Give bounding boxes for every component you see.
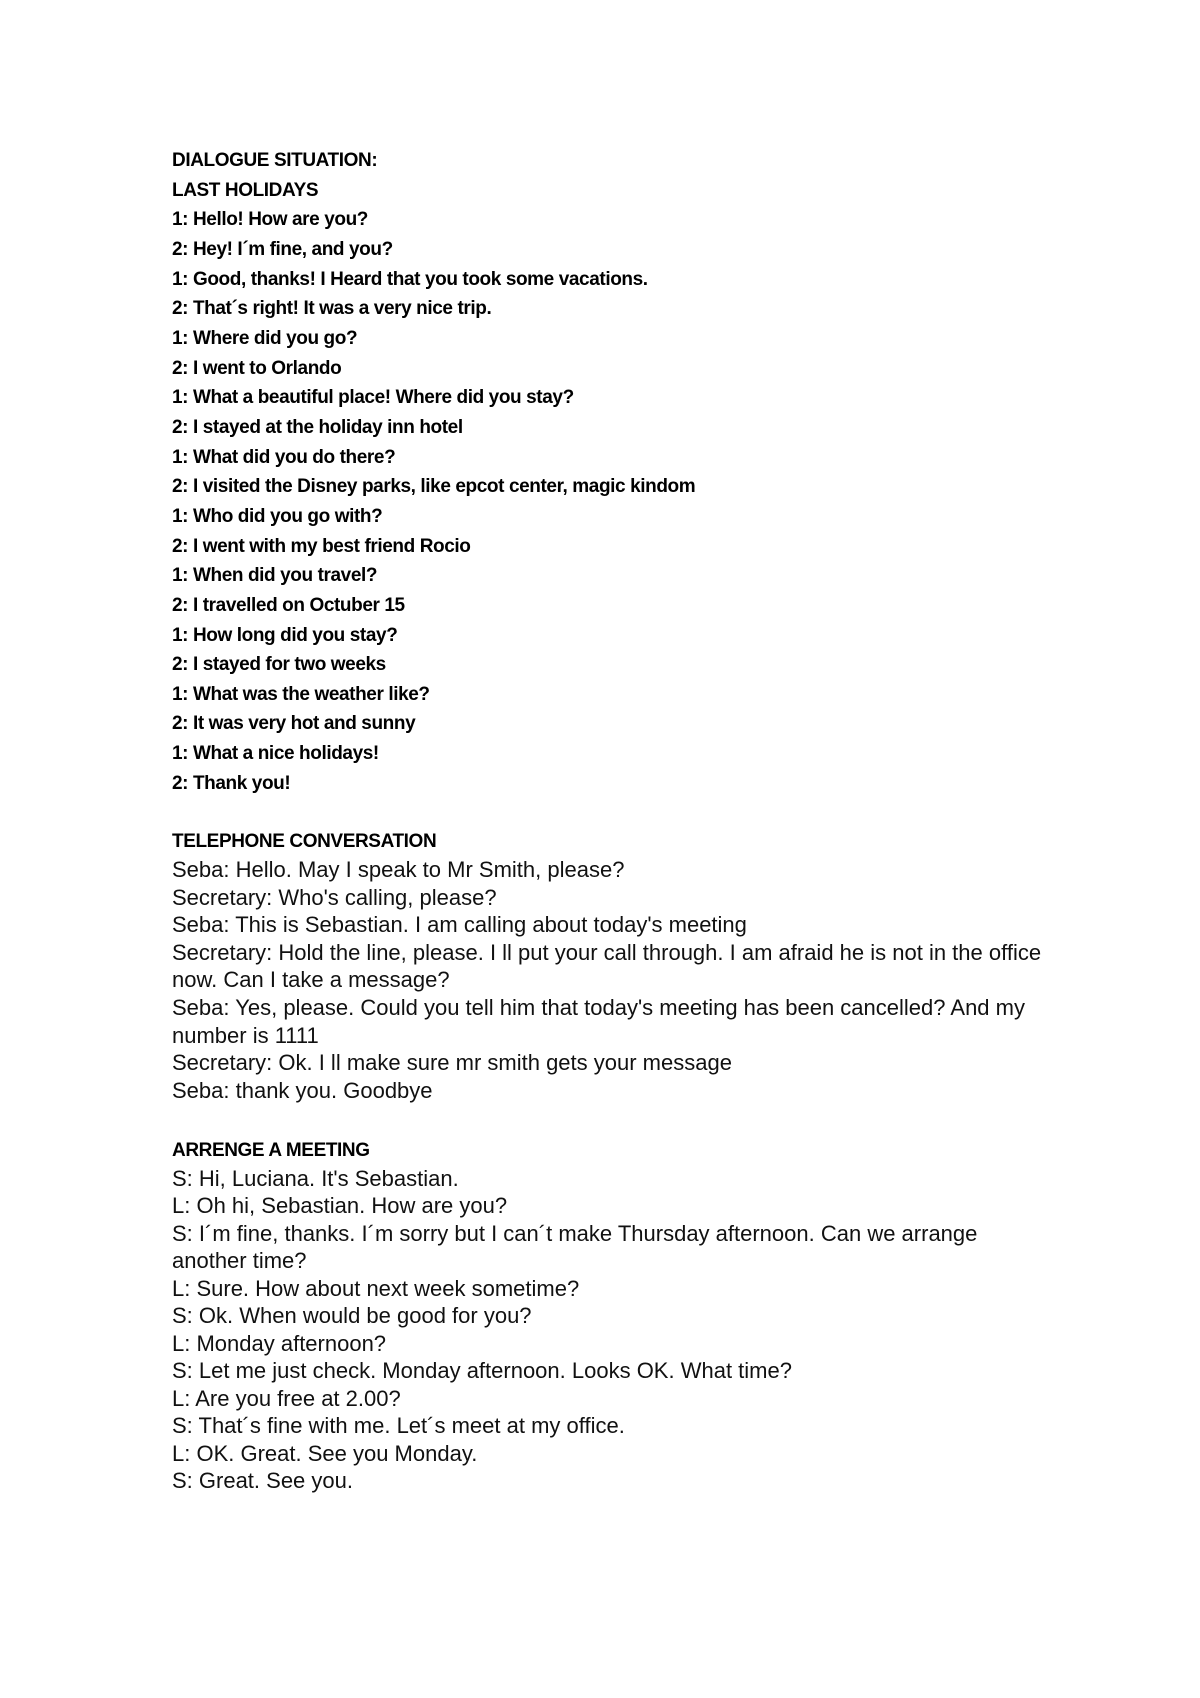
dialogue-line: 2: I went with my best friend Rocio	[172, 535, 471, 557]
dialogue-line: 2: Thank you!	[172, 772, 291, 794]
meeting-line: S: Let me just check. Monday afternoon. Looks OK. What time?	[172, 1358, 792, 1384]
meeting-line: S: Ok. When would be good for you?	[172, 1303, 532, 1329]
telephone-heading: TELEPHONE CONVERSATION	[172, 831, 437, 852]
telephone-line: Secretary: Who's calling, please?	[172, 884, 497, 910]
dialogue-line: 2: That´s right! It was a very nice trip.	[172, 298, 492, 320]
dialogue-line: 2: I stayed for two weeks	[172, 654, 386, 676]
dialogue-heading: DIALOGUE SITUATION:	[172, 150, 378, 171]
meeting-line: L: Are you free at 2.00?	[172, 1385, 401, 1411]
meeting-line: L: Monday afternoon?	[172, 1330, 387, 1356]
dialogue-line: 1: What did you do there?	[172, 446, 396, 468]
meeting-line: L: Sure. How about next week sometime?	[172, 1275, 580, 1301]
meeting-line: L: Oh hi, Sebastian. How are you?	[172, 1193, 508, 1219]
telephone-line: Secretary: Hold the line, please. I ll put your call through. I am afraid he is not in the office now. Can I take a message?	[172, 939, 1042, 993]
dialogue-section	[172, 146, 1072, 798]
meeting-line: S: Great. See you.	[172, 1467, 353, 1493]
meeting-section	[172, 1165, 1052, 1494]
telephone-section	[172, 856, 1052, 1104]
dialogue-line: 2: It was very hot and sunny	[172, 713, 416, 735]
telephone-line: Seba: Hello. May I speak to Mr Smith, please?	[172, 857, 625, 882]
dialogue-line: 2: I went to Orlando	[172, 357, 342, 379]
telephone-line: Seba: Yes, please. Could you tell him that today's meeting has been cancelled? And my number is 1111	[172, 994, 1025, 1048]
telephone-line: Seba: This is Sebastian. I am calling about today's meeting	[172, 912, 747, 938]
dialogue-line: 1: What a nice holidays!	[172, 743, 379, 765]
telephone-line: Secretary: Ok. I ll make sure mr smith gets your message	[172, 1050, 732, 1076]
dialogue-line: 2: I visited the Disney parks, like epcot center, magic kindom	[172, 476, 696, 498]
dialogue-subheading: LAST HOLIDAYS	[172, 179, 319, 201]
meeting-line: S: Hi, Luciana. It's Sebastian.	[172, 1166, 459, 1191]
dialogue-line: 1: Where did you go?	[172, 327, 358, 349]
dialogue-line: 1: Good, thanks! I Heard that you took some vacations.	[172, 268, 648, 290]
dialogue-line: 1: Hello! How are you?	[172, 209, 369, 231]
telephone-line: Seba: thank you. Goodbye	[172, 1077, 433, 1103]
dialogue-line: 2: I stayed at the holiday inn hotel	[172, 416, 463, 438]
dialogue-line: 1: When did you travel?	[172, 565, 378, 587]
dialogue-line: 1: What was the weather like?	[172, 683, 430, 705]
dialogue-line: 1: How long did you stay?	[172, 624, 398, 646]
meeting-line: S: That´s fine with me. Let´s meet at my office.	[172, 1413, 625, 1439]
dialogue-line: 2: I travelled on Octuber 15	[172, 594, 405, 616]
dialogue-line: 1: What a beautiful place! Where did you stay?	[172, 387, 574, 409]
meeting-heading: ARRENGE A MEETING	[172, 1140, 370, 1161]
meeting-line: S: I´m fine, thanks. I´m sorry but I can´t make Thursday afternoon. Can we arrange another time?	[172, 1220, 978, 1274]
dialogue-line: 1: Who did you go with?	[172, 505, 383, 527]
meeting-line: L: OK. Great. See you Monday.	[172, 1440, 478, 1466]
dialogue-line: 2: Hey! I´m fine, and you?	[172, 238, 393, 260]
